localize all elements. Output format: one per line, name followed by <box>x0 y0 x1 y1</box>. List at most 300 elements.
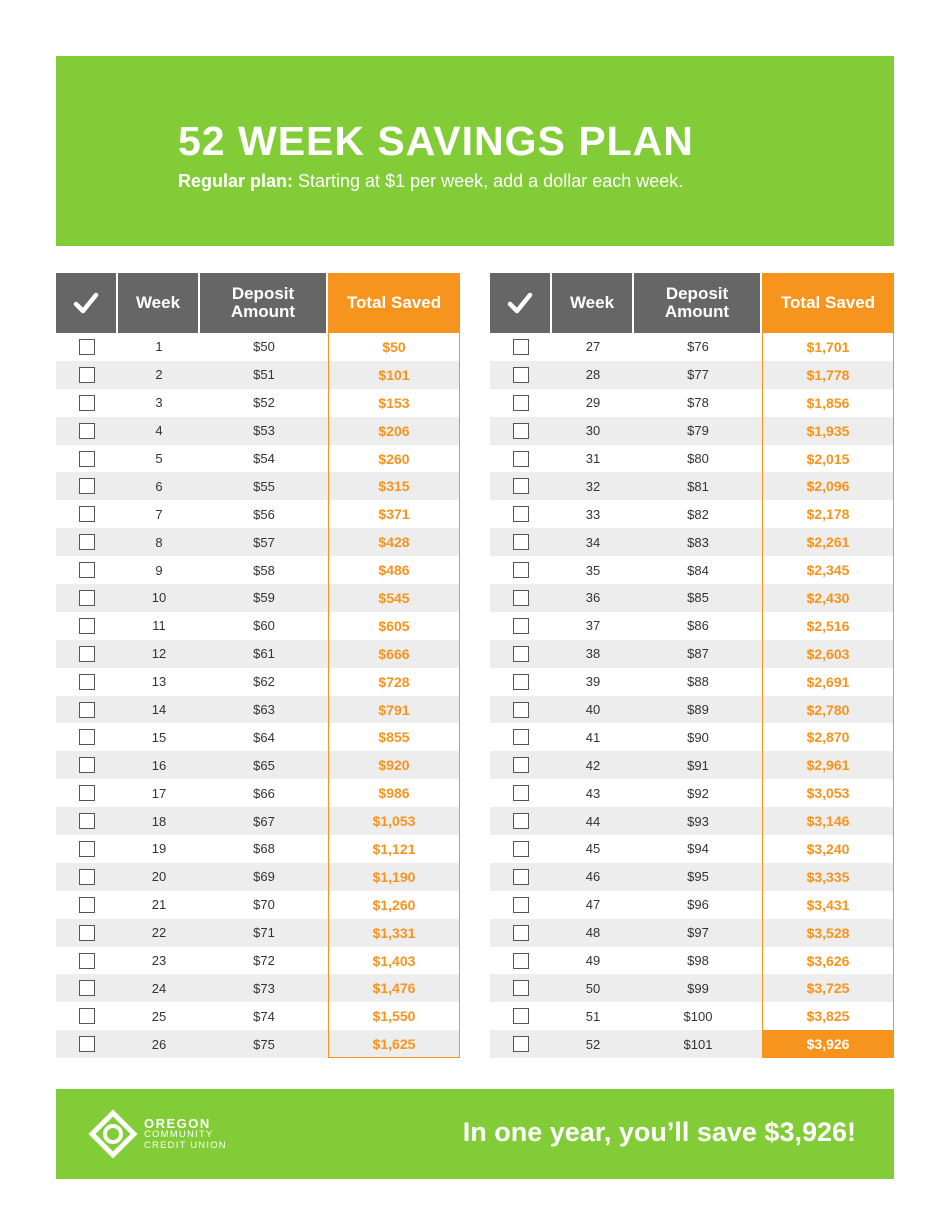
table-header <box>490 273 894 333</box>
check-cell[interactable] <box>490 612 552 640</box>
total-saved: $666 <box>378 645 410 662</box>
week-number: 50 <box>585 980 601 996</box>
week-number: 19 <box>151 841 167 857</box>
deposit-amount: $62 <box>253 674 275 690</box>
total-saved: $486 <box>378 562 410 579</box>
week-number: 7 <box>155 506 163 522</box>
check-cell[interactable] <box>490 751 552 779</box>
check-cell[interactable] <box>490 584 552 612</box>
week-number: 2 <box>155 367 163 383</box>
table-row <box>490 612 894 640</box>
total-saved: $1,550 <box>372 1008 416 1025</box>
week-number: 24 <box>151 980 167 996</box>
check-cell[interactable] <box>56 919 118 947</box>
table-row <box>56 612 460 640</box>
deposit-amount: $77 <box>687 367 709 383</box>
check-cell[interactable] <box>56 751 118 779</box>
credit-union-logo <box>86 1107 227 1161</box>
table-row <box>490 584 894 612</box>
deposit-amount: $87 <box>687 646 709 662</box>
week-number: 15 <box>151 729 167 745</box>
table-row <box>490 807 894 835</box>
week-checkbox[interactable] <box>513 423 529 439</box>
table-row <box>490 445 894 473</box>
table-row <box>56 361 460 389</box>
week-checkbox[interactable] <box>513 925 529 941</box>
table-row <box>56 556 460 584</box>
total-saved: $3,926 <box>762 1030 894 1058</box>
week-checkbox[interactable] <box>79 618 95 634</box>
total-saved: $1,935 <box>806 422 850 439</box>
savings-tagline: In one year, you’ll save $3,926! <box>462 1117 856 1147</box>
check-cell[interactable] <box>490 919 552 947</box>
table-rows <box>56 333 460 1058</box>
week-number: 49 <box>585 953 601 969</box>
table-row <box>56 947 460 975</box>
total-saved: $2,096 <box>806 478 850 495</box>
check-cell[interactable] <box>56 891 118 919</box>
check-cell[interactable] <box>56 1002 118 1030</box>
week-checkbox[interactable] <box>79 980 95 996</box>
deposit-amount: $92 <box>687 785 709 801</box>
total-saved: $1,476 <box>372 980 416 997</box>
check-cell[interactable] <box>56 863 118 891</box>
week-number: 17 <box>151 785 167 801</box>
check-cell[interactable] <box>490 668 552 696</box>
deposit-amount: $97 <box>687 925 709 941</box>
column-header-week: Week <box>118 273 200 333</box>
check-cell[interactable] <box>490 891 552 919</box>
deposit-amount: $61 <box>253 646 275 662</box>
week-number: 20 <box>151 869 167 885</box>
deposit-amount: $96 <box>687 897 709 913</box>
week-checkbox[interactable] <box>513 451 529 467</box>
table-row <box>490 500 894 528</box>
week-checkbox[interactable] <box>513 590 529 606</box>
week-checkbox[interactable] <box>79 785 95 801</box>
table-row <box>56 528 460 556</box>
week-checkbox[interactable] <box>513 980 529 996</box>
table-row <box>56 500 460 528</box>
total-saved: $3,053 <box>806 785 850 802</box>
check-cell[interactable] <box>490 779 552 807</box>
deposit-amount: $60 <box>253 618 275 634</box>
deposit-amount: $55 <box>253 478 275 494</box>
total-saved: $3,240 <box>806 840 850 857</box>
check-cell[interactable] <box>56 584 118 612</box>
check-cell[interactable] <box>490 389 552 417</box>
total-saved: $1,053 <box>372 813 416 830</box>
deposit-amount: $84 <box>687 562 709 578</box>
week-checkbox[interactable] <box>79 562 95 578</box>
deposit-amount: $57 <box>253 534 275 550</box>
week-checkbox[interactable] <box>79 451 95 467</box>
table-row <box>56 974 460 1002</box>
week-number: 44 <box>585 813 601 829</box>
deposit-amount: $86 <box>687 618 709 634</box>
week-checkbox[interactable] <box>79 925 95 941</box>
week-checkbox[interactable] <box>79 506 95 522</box>
table-row <box>56 919 460 947</box>
week-checkbox[interactable] <box>79 478 95 494</box>
table-row <box>490 528 894 556</box>
total-saved: $101 <box>378 366 410 383</box>
deposit-amount: $50 <box>253 339 275 355</box>
week-number: 9 <box>155 562 163 578</box>
table-row <box>490 696 894 724</box>
week-checkbox[interactable] <box>79 395 95 411</box>
deposit-amount: $93 <box>687 813 709 829</box>
deposit-amount: $52 <box>253 395 275 411</box>
savings-table-weeks-27-52 <box>490 273 894 1058</box>
check-cell[interactable] <box>56 612 118 640</box>
table-row <box>56 835 460 863</box>
check-cell[interactable] <box>56 500 118 528</box>
check-cell[interactable] <box>490 1002 552 1030</box>
week-checkbox[interactable] <box>513 869 529 885</box>
week-number: 52 <box>585 1036 601 1052</box>
deposit-amount: $66 <box>253 785 275 801</box>
table-row <box>490 668 894 696</box>
column-header-week: Week <box>552 273 634 333</box>
week-number: 6 <box>155 478 163 494</box>
deposit-amount: $89 <box>687 702 709 718</box>
week-number: 39 <box>585 674 601 690</box>
check-cell[interactable] <box>490 1030 552 1058</box>
week-checkbox[interactable] <box>79 897 95 913</box>
check-cell[interactable] <box>490 417 552 445</box>
total-saved: $260 <box>378 450 410 467</box>
deposit-amount: $69 <box>253 869 275 885</box>
week-checkbox[interactable] <box>513 702 529 718</box>
total-saved: $1,260 <box>372 896 416 913</box>
check-cell[interactable] <box>56 974 118 1002</box>
week-checkbox[interactable] <box>79 367 95 383</box>
deposit-amount: $72 <box>253 953 275 969</box>
deposit-amount: $51 <box>253 367 275 383</box>
deposit-amount: $74 <box>253 1008 275 1024</box>
week-checkbox[interactable] <box>79 813 95 829</box>
total-saved: $855 <box>378 729 410 746</box>
week-number: 28 <box>585 367 601 383</box>
week-checkbox[interactable] <box>513 339 529 355</box>
check-cell[interactable] <box>490 723 552 751</box>
total-saved: $315 <box>378 478 410 495</box>
week-checkbox[interactable] <box>513 1036 529 1052</box>
week-number: 3 <box>155 395 163 411</box>
week-number: 30 <box>585 423 601 439</box>
table-row <box>490 751 894 779</box>
week-number: 21 <box>151 897 167 913</box>
week-checkbox[interactable] <box>513 562 529 578</box>
check-cell[interactable] <box>490 835 552 863</box>
table-row <box>490 1030 894 1058</box>
table-row <box>56 668 460 696</box>
check-cell[interactable] <box>56 807 118 835</box>
total-saved: $1,701 <box>806 338 850 355</box>
week-checkbox[interactable] <box>79 1008 95 1024</box>
week-checkbox[interactable] <box>513 897 529 913</box>
deposit-amount: $75 <box>253 1036 275 1052</box>
table-row <box>56 640 460 668</box>
week-checkbox[interactable] <box>513 757 529 773</box>
week-number: 33 <box>585 506 601 522</box>
table-row <box>56 751 460 779</box>
column-header-deposit: Deposit Amount <box>200 273 328 333</box>
week-number: 48 <box>585 925 601 941</box>
table-row <box>490 472 894 500</box>
deposit-amount: $64 <box>253 729 275 745</box>
total-saved: $728 <box>378 673 410 690</box>
week-checkbox[interactable] <box>513 813 529 829</box>
total-saved: $153 <box>378 394 410 411</box>
check-cell[interactable] <box>490 696 552 724</box>
week-number: 23 <box>151 953 167 969</box>
deposit-amount: $71 <box>253 925 275 941</box>
week-checkbox[interactable] <box>79 646 95 662</box>
check-cell[interactable] <box>490 500 552 528</box>
total-saved: $2,961 <box>806 757 850 774</box>
check-cell[interactable] <box>490 640 552 668</box>
week-number: 42 <box>585 757 601 773</box>
deposit-amount: $101 <box>683 1036 713 1052</box>
check-cell[interactable] <box>490 528 552 556</box>
check-cell[interactable] <box>490 974 552 1002</box>
deposit-amount: $67 <box>253 813 275 829</box>
check-cell[interactable] <box>56 835 118 863</box>
week-checkbox[interactable] <box>79 423 95 439</box>
week-checkbox[interactable] <box>79 674 95 690</box>
week-checkbox[interactable] <box>513 367 529 383</box>
total-saved: $920 <box>378 757 410 774</box>
deposit-amount: $90 <box>687 729 709 745</box>
page-subtitle <box>178 171 683 192</box>
deposit-amount: $79 <box>687 423 709 439</box>
deposit-amount: $80 <box>687 451 709 466</box>
deposit-amount: $94 <box>687 841 709 857</box>
week-checkbox[interactable] <box>513 534 529 550</box>
table-body <box>56 333 460 1058</box>
check-cell[interactable] <box>490 947 552 975</box>
week-number: 46 <box>585 869 601 885</box>
check-cell[interactable] <box>56 668 118 696</box>
table-row <box>56 891 460 919</box>
check-cell[interactable] <box>56 556 118 584</box>
check-cell[interactable] <box>56 417 118 445</box>
week-number: 43 <box>585 785 601 801</box>
page-title: 52 WEEK SAVINGS PLAN <box>178 118 694 164</box>
week-number: 41 <box>585 729 601 745</box>
week-number: 12 <box>151 646 167 662</box>
total-saved: $2,015 <box>806 450 850 467</box>
savings-table-weeks-1-26 <box>56 273 460 1058</box>
check-cell[interactable] <box>490 472 552 500</box>
week-number: 5 <box>155 451 163 466</box>
week-number: 14 <box>151 702 167 718</box>
week-checkbox[interactable] <box>79 757 95 773</box>
total-saved: $1,403 <box>372 952 416 969</box>
deposit-amount: $78 <box>687 395 709 411</box>
total-saved: $1,625 <box>372 1036 416 1053</box>
week-number: 40 <box>585 702 601 718</box>
total-saved: $371 <box>378 506 410 523</box>
week-checkbox[interactable] <box>79 702 95 718</box>
week-number: 35 <box>585 562 601 578</box>
table-row <box>490 417 894 445</box>
table-header <box>56 273 460 333</box>
week-number: 37 <box>585 618 601 634</box>
week-checkbox[interactable] <box>79 841 95 857</box>
check-cell[interactable] <box>56 472 118 500</box>
table-row <box>56 807 460 835</box>
table-row <box>490 947 894 975</box>
check-cell[interactable] <box>56 1030 118 1058</box>
table-row <box>490 974 894 1002</box>
week-checkbox[interactable] <box>513 674 529 690</box>
week-checkbox[interactable] <box>513 729 529 745</box>
check-cell[interactable] <box>490 333 552 361</box>
week-number: 36 <box>585 590 601 606</box>
week-checkbox[interactable] <box>513 506 529 522</box>
week-number: 25 <box>151 1008 167 1024</box>
week-checkbox[interactable] <box>79 590 95 606</box>
table-row <box>490 556 894 584</box>
week-checkbox[interactable] <box>513 646 529 662</box>
check-cell[interactable] <box>56 389 118 417</box>
week-number: 22 <box>151 925 167 941</box>
check-cell[interactable] <box>56 779 118 807</box>
week-number: 51 <box>585 1008 601 1024</box>
check-cell[interactable] <box>56 640 118 668</box>
logo-wordmark <box>144 1115 227 1151</box>
subtitle-label: Regular plan: <box>178 171 294 191</box>
deposit-amount: $68 <box>253 841 275 857</box>
table-row <box>56 333 460 361</box>
column-header-total: Total Saved <box>762 273 894 333</box>
oregon-community-credit-union-logo-icon <box>86 1107 140 1161</box>
total-saved: $3,431 <box>806 896 850 913</box>
subtitle-text: Starting at $1 per week, add a dollar each week. <box>293 171 684 191</box>
week-checkbox[interactable] <box>513 478 529 494</box>
week-number: 1 <box>155 339 163 355</box>
deposit-amount: $91 <box>687 757 709 773</box>
deposit-amount: $83 <box>687 534 709 550</box>
week-checkbox[interactable] <box>513 618 529 634</box>
check-cell[interactable] <box>490 556 552 584</box>
week-number: 18 <box>151 813 167 829</box>
week-checkbox[interactable] <box>513 953 529 969</box>
check-cell[interactable] <box>56 947 118 975</box>
week-checkbox[interactable] <box>79 953 95 969</box>
week-number: 38 <box>585 646 601 662</box>
total-saved: $2,870 <box>806 729 850 746</box>
total-saved: $2,345 <box>806 562 850 579</box>
total-saved: $1,331 <box>372 924 416 941</box>
table-row <box>490 1002 894 1030</box>
check-cell[interactable] <box>490 361 552 389</box>
week-number: 8 <box>155 534 163 550</box>
total-saved: $3,146 <box>806 813 850 830</box>
week-number: 34 <box>585 534 601 550</box>
footer-banner <box>56 1089 894 1179</box>
total-saved: $791 <box>378 701 410 718</box>
week-number: 11 <box>152 618 166 634</box>
deposit-amount: $98 <box>687 953 709 969</box>
total-saved: $50 <box>382 338 406 355</box>
table-row <box>490 389 894 417</box>
total-saved: $3,335 <box>806 868 850 885</box>
header-banner <box>56 56 894 246</box>
table-row <box>490 891 894 919</box>
deposit-amount: $65 <box>253 757 275 773</box>
table-row <box>56 389 460 417</box>
total-saved: $2,691 <box>806 673 850 690</box>
table-row <box>56 779 460 807</box>
total-saved: $605 <box>378 617 410 634</box>
total-saved: $1,190 <box>372 868 416 885</box>
week-checkbox[interactable] <box>79 729 95 745</box>
table-row <box>490 919 894 947</box>
deposit-amount: $95 <box>687 869 709 885</box>
table-row <box>490 333 894 361</box>
total-saved: $2,430 <box>806 589 850 606</box>
deposit-amount: $53 <box>253 423 275 439</box>
deposit-amount: $81 <box>687 478 709 494</box>
week-checkbox[interactable] <box>79 339 95 355</box>
check-cell[interactable] <box>56 696 118 724</box>
deposit-amount: $100 <box>683 1008 713 1024</box>
week-number: 26 <box>151 1036 167 1052</box>
week-number: 10 <box>151 590 167 606</box>
total-saved: $3,528 <box>806 924 850 941</box>
week-checkbox[interactable] <box>513 841 529 857</box>
week-checkbox[interactable] <box>79 534 95 550</box>
check-cell[interactable] <box>56 445 118 473</box>
check-cell[interactable] <box>56 528 118 556</box>
check-cell[interactable] <box>56 361 118 389</box>
table-row <box>56 584 460 612</box>
deposit-amount: $59 <box>253 590 275 606</box>
check-cell[interactable] <box>490 863 552 891</box>
table-row <box>490 361 894 389</box>
total-saved: $2,178 <box>806 506 850 523</box>
table-row <box>56 723 460 751</box>
deposit-amount: $88 <box>687 674 709 690</box>
table-rows <box>490 333 894 1058</box>
week-checkbox[interactable] <box>79 869 95 885</box>
week-checkbox[interactable] <box>79 1036 95 1052</box>
check-cell[interactable] <box>56 723 118 751</box>
table-row <box>490 835 894 863</box>
week-number: 13 <box>151 674 167 690</box>
check-cell[interactable] <box>56 333 118 361</box>
check-cell[interactable] <box>490 445 552 473</box>
table-row <box>56 472 460 500</box>
total-saved: $545 <box>378 589 410 606</box>
table-body <box>490 333 894 1058</box>
week-number: 31 <box>585 451 601 466</box>
total-saved: $2,516 <box>806 617 850 634</box>
week-checkbox[interactable] <box>513 1008 529 1024</box>
week-number: 27 <box>585 339 601 355</box>
check-cell[interactable] <box>490 807 552 835</box>
table-row <box>56 1030 460 1058</box>
week-checkbox[interactable] <box>513 395 529 411</box>
deposit-amount: $76 <box>687 339 709 355</box>
week-checkbox[interactable] <box>513 785 529 801</box>
column-header-deposit: Deposit Amount <box>634 273 762 333</box>
column-header-total: Total Saved <box>328 273 460 333</box>
